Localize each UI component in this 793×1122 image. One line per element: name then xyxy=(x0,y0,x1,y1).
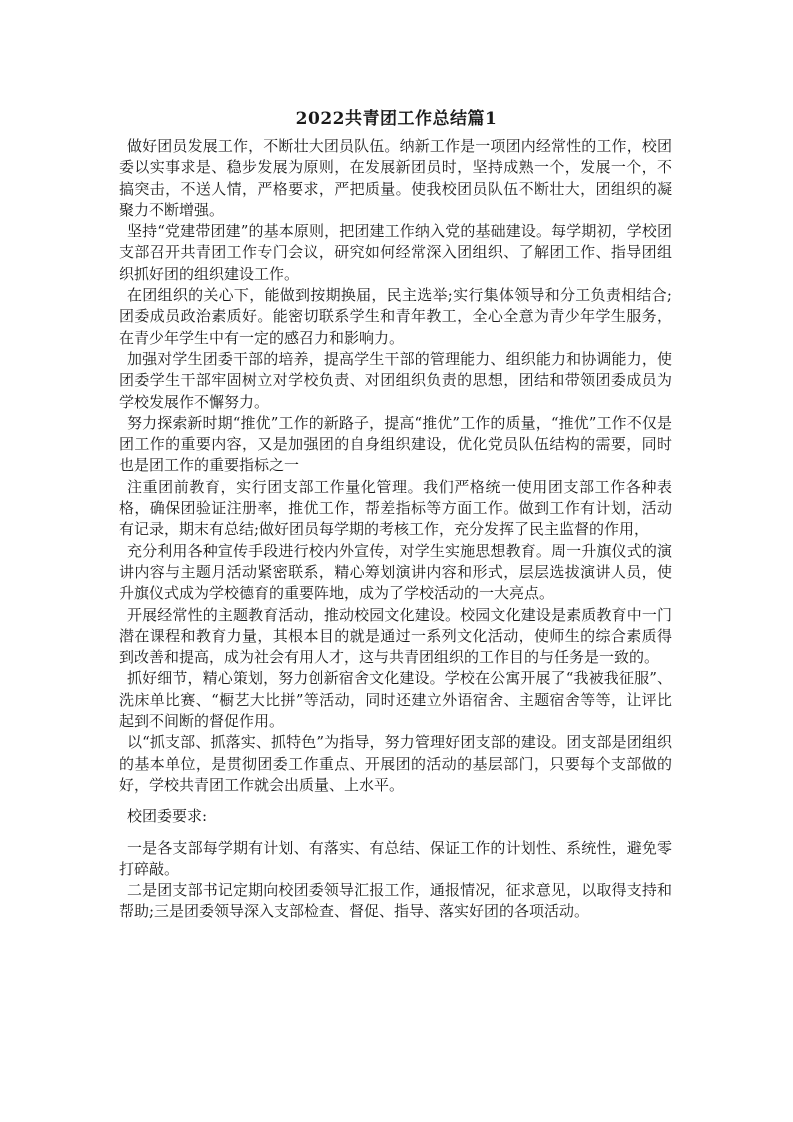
paragraph-elections: 在团组织的关心下，能做到按期换届，民主选举;实行集体领导和分工负责相结合;团委成员政治素质好。能密切联系学生和青年教工，全心全意为青少年学生服务，在青少年学生中有一定的感召力和影响力。 xyxy=(119,286,672,347)
paragraph-dormitory-culture: 抓好细节，精心策划，努力创新宿舍文化建设。学校在公寓开展了“我被我征服”、洗床单比赛、“橱艺大比拼”等活动，同时还建立外语宿舍、主题宿舍等等，让评比起到不间断的督促作用。 xyxy=(119,669,672,731)
paragraph-requirements-heading: 校团委要求: xyxy=(127,807,208,826)
paragraph-publicity: 充分利用各种宣传手段进行校内外宣传，对学生实施思想教育。周一升旗仪式的演讲内容与主题月活动紧密联系，精心筹划演讲内容和形式，层层选拔演讲人员，使升旗仪式成为学校德育的重要阵地，成为了学校活动的一大亮点。 xyxy=(119,541,672,603)
paragraph-recommendation: 努力探索新时期“推优”工作的新路子，提高“推优”工作的质量，“推优”工作不仅是团工作的重要内容，又是加强团的自身组织建设，优化党员队伍结构的需要，同时也是团工作的重要指标之一 xyxy=(119,413,672,475)
paragraph-quantified-management: 注重团前教育，实行团支部工作量化管理。我们严格统一使用团支部工作各种表格，确保团验证注册率，推优工作，帮差指标等方面工作。做到工作有计划，活动有记录，期末有总结;做好团员每学期的考核工作，充分发挥了民主监督的作用， xyxy=(119,477,672,539)
document-body xyxy=(119,136,672,923)
paragraph-requirement-one: 一是各支部每学期有计划、有落实、有总结、保证工作的计划性、系统性，避免零打碎敲。 xyxy=(119,838,672,878)
paragraph-campus-culture: 开展经常性的主题教育活动，推动校园文化建设。校园文化建设是素质教育中一门潜在课程和教育力量，其根本目的就是通过一系列文化活动，使师生的综合素质得到改善和提高，成为社会有用人才，这与共青团组织的工作目的与任务是一致的。 xyxy=(119,605,672,667)
paragraph-branch-building: 以“抓支部、抓落实、抓特色”为指导，努力管理好团支部的建设。团支部是团组织的基本单位，是贯彻团委工作重点、开展团的活动的基层部门，只要每个支部做的好，学校共青团工作就会出质量、上水平。 xyxy=(119,733,672,794)
paragraph-recruitment: 做好团员发展工作，不断壮大团员队伍。纳新工作是一项团内经常性的工作，校团委以实事求是、稳步发展为原则，在发展新团员时，坚持成熟一个，发展一个，不搞突击，不送人情，严格要求，严把质量。使我校团员队伍不断壮大，团组织的凝聚力不断增强。 xyxy=(119,137,672,219)
paragraph-requirement-two: 二是团支部书记定期向校团委领导汇报工作，通报情况，征求意见，以取得支持和帮助;三是团委领导深入支部检查、督促、指导、落实好团的各项活动。 xyxy=(119,881,672,921)
paragraph-party-building: 坚持“党建带团建”的基本原则，把团建工作纳入党的基础建设。每学期初，学校团支部召开共青团工作专门会议，研究如何经常深入团组织、了解团工作、指导团组织抓好团的组织建设工作。 xyxy=(119,222,672,283)
document-title: 2022共青团工作总结篇1 xyxy=(295,109,498,129)
paragraph-cadre-training: 加强对学生团委干部的培养，提高学生干部的管理能力、组织能力和协调能力，使团委学生干部牢固树立对学校负责、对团组织负责的思想，团结和带领团委成员为学校发展作不懈努力。 xyxy=(119,349,672,411)
